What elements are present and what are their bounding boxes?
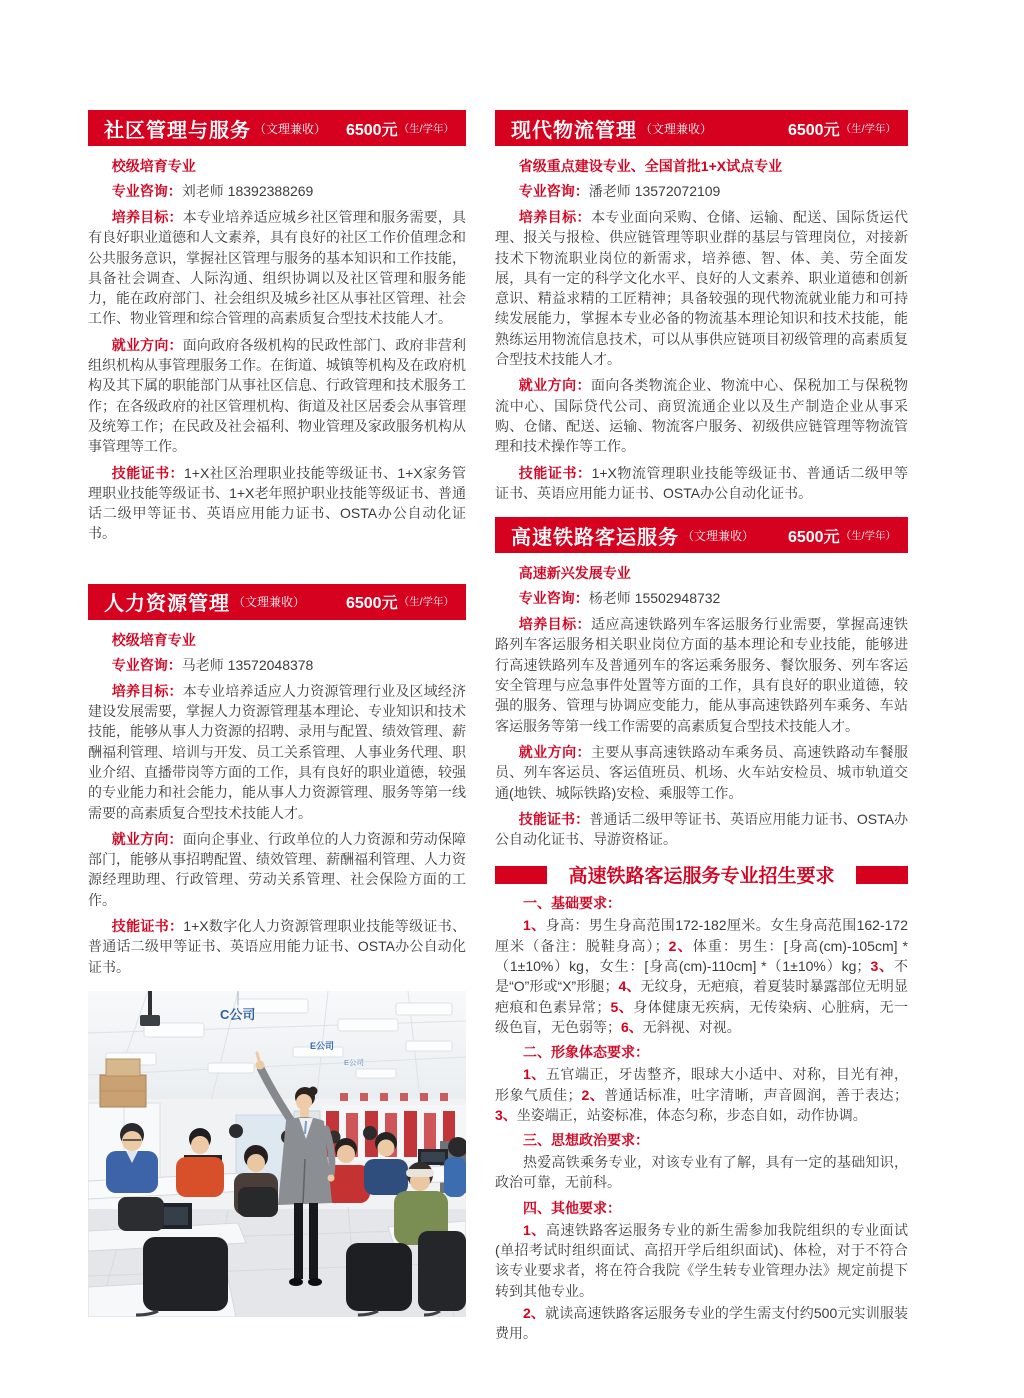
tuition-unit: （生/学年）	[398, 596, 454, 609]
jobs-label: 就业方向：	[111, 336, 183, 353]
program-header	[88, 110, 466, 146]
sign-c: C公司	[220, 1006, 256, 1022]
jobs-label: 就业方向：	[518, 377, 591, 394]
jobs-paragraph	[88, 829, 466, 910]
admission-note: （文理兼收）	[254, 121, 327, 136]
jobs-text: 面向各类物流企业、物流中心、保税加工与保税物流中心、国际贷代公司、商贸流通企业以及生产制造企业从事采购、仓储、配送、运输、物流客户服务、初级供应链管理等物流管理和技术操作等工作。	[495, 377, 909, 455]
classroom-photo	[88, 991, 466, 1317]
req-para-basic: 1、身高：男生身高范围172-182厘米。女生身高范围162-172厘米（备注：脱鞋身高）；2、体重：男生：[身高(cm)-105cm] *（1±10%）kg，女生：[身高(cm)-110cm] *（1±10%）kg；3、不是“O”形或“X”形腿；4、无纹身，无疤痕，着夏装时暴露部位无明显疤痕和色素异常；5、身体健康无疾病，无传染病、心脏病，无一级色盲，无色弱等；6、无斜视、对视。	[495, 917, 909, 1035]
consult-label: 专业咨询：	[111, 656, 182, 673]
jobs-text: 面向企事业、行政单位的人力资源和劳动保障部门，能够从事招聘配置、绩效管理、薪酬福利管理、人力资源经理助理、行政管理、劳动关系管理、社会保险方面的工作。	[88, 830, 467, 908]
program-title: 现代物流管理	[511, 119, 637, 142]
program-title: 人力资源管理	[104, 593, 230, 616]
req-heading-political: 三、思想政治要求：	[523, 1132, 649, 1149]
tuition-fee: 6500元	[345, 595, 398, 613]
jobs-label: 就业方向：	[518, 743, 591, 760]
sign-e: E公司	[310, 1040, 335, 1051]
consult-line	[88, 655, 466, 675]
program-badge: 校级培育专业	[111, 158, 196, 174]
requirements-title: 高速铁路客运服务专业招生要求	[568, 866, 835, 888]
req-para-other-1: 1、高速铁路客运服务专业的新生需参加我院组织的专业面试(单招考试时组织面试、高招开学后组织面试)、体检，对于不符合该专业要求者，将在符合我院《学生转专业管理办法》规定前提下转到其他专业。	[495, 1221, 908, 1299]
admission-note: （文理兼收）	[233, 595, 306, 610]
consult-label: 专业咨询：	[111, 183, 182, 199]
goal-label: 培养目标：	[518, 616, 591, 633]
consult-value: 潘老师 13572072109	[588, 183, 721, 199]
tuition-fee: 6500元	[787, 121, 840, 139]
goal-label: 培养目标：	[111, 682, 183, 699]
goal-label: 培养目标：	[111, 209, 183, 225]
program-badge: 高速新兴发展专业	[518, 565, 631, 582]
program-card-community	[88, 110, 466, 544]
sign-e2: E公司	[344, 1057, 365, 1067]
req-para-political: 热爱高铁乘务专业，对该专业有了解，具有一定的基础知识，政治可靠，无前科。	[495, 1154, 908, 1191]
consult-line	[495, 588, 908, 608]
title-block-right	[856, 866, 908, 884]
goal-text: 本专业培养适应城乡社区管理和服务需要，具有良好职业道德和人文素养，具有良好的社区工作价值理念和公共服务意识，掌握社区管理与服务的基本知识和工作技能，具备社会调查、人际沟通、组织协调以及社区管理和服务能力，能在政府部门、社会组织及城乡社区从事社区管理、社会工作、物业管理和综合管理的高素质复合型技术技能人才。	[88, 209, 467, 327]
requirements-title-row	[495, 861, 908, 888]
cert-text: 1+X数字化人力资源管理职业技能等级证书、普通话二级甲等证书、英语应用能力证书、OSTA办公自动化证书。	[88, 918, 466, 975]
cert-paragraph	[495, 463, 908, 504]
tuition-unit: （生/学年）	[840, 529, 896, 542]
goal-paragraph	[88, 207, 466, 329]
cert-label: 技能证书：	[111, 918, 184, 935]
tuition	[788, 524, 896, 547]
program-card-railway	[495, 517, 908, 849]
admission-requirements	[495, 861, 908, 1343]
admission-note: （文理兼收）	[640, 121, 713, 136]
tuition-fee: 6500元	[787, 528, 840, 546]
left-column	[88, 110, 466, 1317]
goal-paragraph	[495, 614, 908, 736]
program-header	[88, 584, 466, 620]
tuition	[346, 590, 454, 613]
cert-paragraph	[495, 809, 908, 850]
program-title: 社区管理与服务	[104, 119, 251, 142]
consult-line	[495, 181, 908, 201]
tuition-unit: （生/学年）	[398, 122, 454, 135]
program-card-hr	[88, 584, 466, 977]
req-para-appearance: 1、五官端正，牙齿整齐，眼球大小适中、对称，目光有神，形象气质佳；2、普通话标准，吐字清晰，声音圆润，善于表达；3、坐姿端正，站姿标准，体态匀称，步态自如，动作协调。	[495, 1066, 908, 1123]
consult-value: 杨老师 15502948732	[588, 590, 721, 607]
tuition-fee: 6500元	[345, 121, 398, 139]
jobs-paragraph	[495, 742, 908, 803]
cert-text: 1+X物流管理职业技能等级证书、普通话二级甲等证书、英语应用能力证书、OSTA办公自动化证书。	[495, 464, 908, 501]
jobs-label: 就业方向：	[111, 830, 183, 847]
goal-text: 本专业面向采购、仓储、运输、配送、国际货运代理、报关与报检、供应链管理等职业群的基层与管理岗位，对接新技术下物流职业岗位的新需求，培养德、智、体、美、劳全面发展，具有一定的科学文化水平、良好的人文素养、职业道德和创新意识、精益求精的工匠精神；具备较强的现代物流就业能力和可持续发展能力，掌握本专业必备的物流基本理论知识和技术技能，能熟练运用物流信息技术，可以从事供应链项目初级管理的高素质复合型技术技能人才。	[495, 209, 909, 368]
cert-paragraph	[88, 463, 466, 544]
jobs-text: 主要从事高速铁路动车乘务员、高速铁路动车餐服员、列车客运员、客运值班员、机场、火车站安检员、城市轨道交通(地铁、城际铁路)安检、乘服等工作。	[495, 743, 909, 801]
program-badge: 校级培育专业	[111, 631, 196, 648]
cert-label: 技能证书：	[518, 464, 592, 481]
program-header	[495, 110, 908, 146]
consult-label: 专业咨询：	[518, 590, 589, 607]
tuition-unit: （生/学年）	[840, 122, 896, 135]
program-title: 高速铁路客运服务	[511, 526, 679, 549]
cert-text: 1+X社区治理职业技能等级证书、1+X家务管理职业技能等级证书、1+X老年照护职业技能等级证书、普通话二级甲等证书、英语应用能力证书、OSTA办公自动化证书。	[88, 464, 466, 542]
tuition	[346, 117, 454, 140]
program-card-logistics	[495, 110, 908, 503]
tuition	[788, 117, 896, 140]
jobs-text: 面向政府各级机构的民政性部门、政府非营利组织机构从事管理服务工作。在街道、城镇等机构及在政府机构及其下属的职能部门从事社区信息、行政管理和技术服务工作；在各级政府的社区管理机构、街道及社区居委会从事管理及统筹工作；在民政及社会福利、物业管理及家政服务机构从事管理等工作。	[88, 336, 467, 455]
req-heading-other: 四、其他要求：	[523, 1199, 621, 1216]
program-header	[495, 517, 908, 553]
admission-note: （文理兼收）	[682, 528, 755, 543]
cert-text: 普通话二级甲等证书、英语应用能力证书、OSTA办公自动化证书、导游资格证。	[495, 810, 909, 848]
title-block-left	[495, 866, 547, 884]
right-column	[495, 110, 908, 1343]
goal-paragraph	[495, 207, 908, 369]
consult-value: 马老师 13572048378	[181, 656, 314, 673]
consult-value: 刘老师 18392388269	[181, 183, 314, 199]
req-heading-basic: 一、基础要求：	[523, 895, 621, 912]
req-heading-appearance: 二、形象体态要求：	[523, 1044, 649, 1061]
goal-paragraph	[88, 681, 466, 823]
goal-text: 适应高速铁路列车客运服务行业需要，掌握高速铁路列车客运服务相关职业岗位方面的基本理论和专业技能，能够进行高速铁路列车及普通列车的客运乘务服务、餐饮服务、列车客运安全管理与应急事件处置等方面的工作，具有良好的职业道德，较强的服务、管理与协调应变能力，能从事高速铁路列车乘务、车站客运服务等第一线工作需要的高素质复合型技术技能人才。	[495, 616, 909, 734]
jobs-paragraph	[88, 335, 466, 457]
jobs-paragraph	[495, 375, 908, 456]
program-badge: 省级重点建设专业、全国首批1+X试点专业	[518, 158, 783, 174]
req-para-other-2: 2、就读高速铁路客运服务专业的学生需支付约500元实训服装费用。	[495, 1304, 908, 1342]
consult-line	[88, 181, 466, 201]
goal-label: 培养目标：	[518, 209, 591, 225]
cert-label: 技能证书：	[111, 464, 184, 481]
goal-text: 本专业培养适应人力资源管理行业及区域经济建设发展需要，掌握人力资源管理基本理论、专业知识和技术技能，能够从事人力资源的招聘、录用与配置、绩效管理、薪酬福利管理、培训与开发、员工关系管理、人事业务代理、职业介绍、直播带岗等方面的工作，具有良好的职业道德，较强的专业能力和社会能力，能从事人力资源管理、服务等第一线需要的高素质复合型技术技能人才。	[88, 682, 467, 821]
cert-label: 技能证书：	[518, 810, 590, 827]
consult-label: 专业咨询：	[518, 183, 589, 199]
cert-paragraph	[88, 916, 466, 977]
